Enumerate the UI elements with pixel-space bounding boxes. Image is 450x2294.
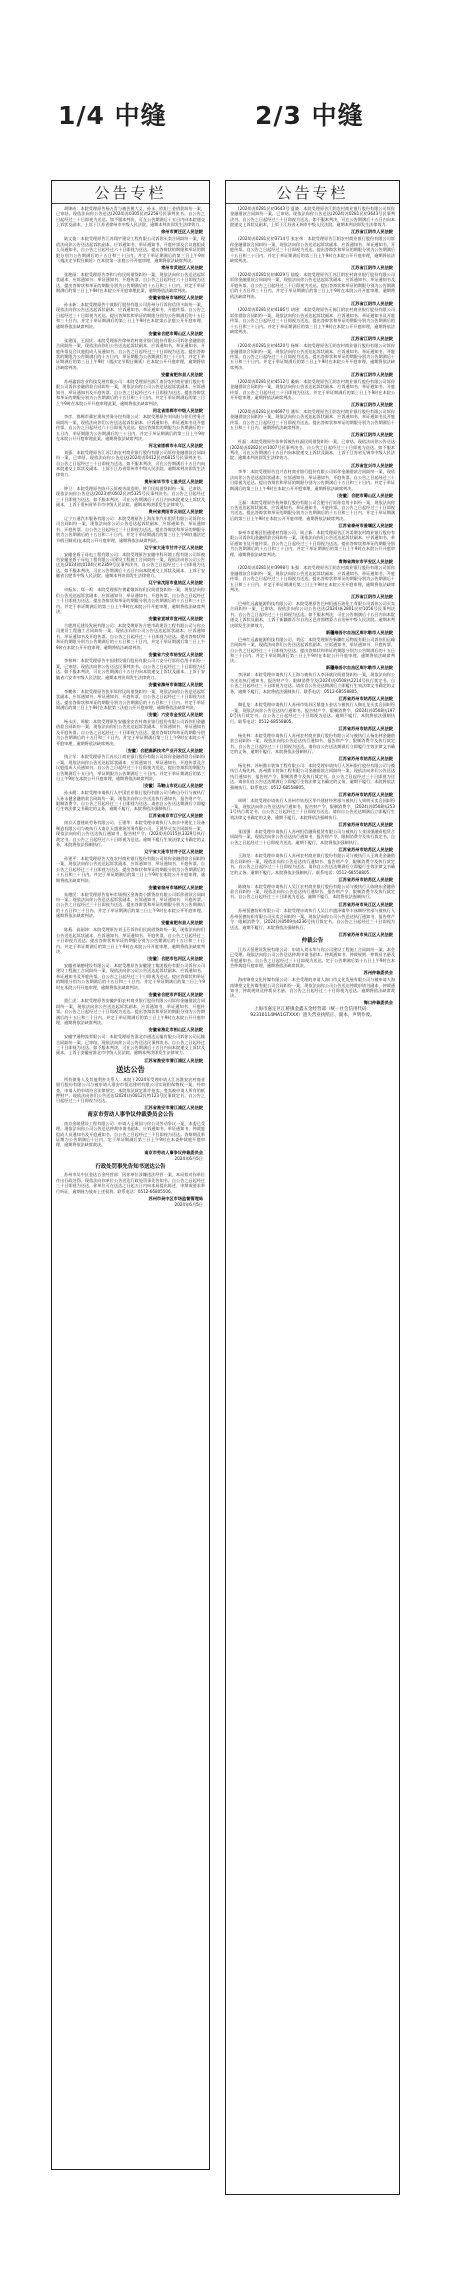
court-signature: 河北省邯郸市中级人民法院: [152, 407, 203, 413]
notice-text: 陈晓东：本院受理申请执行人吴江农村商业银行股份有限公司与被执行人陈晓东金融借款合同纠纷一案，现依法向你公告送达执行通知书、报告财产令、限制消费令及执行裁定书。自公告之日起经过三十日即视为送达。逾期不履行，本院将依法强制执行。: [230, 883, 395, 900]
notice-text: 杨先林：本院受理申请执行人苏州农村商业银行股份有限公司与被执行人杨先林金融借款合同纠纷一案，现依法向你公告送达执行通知书、报告财产令、限制消费令及执行裁定书。自公告之日起经过三十日即视为送达。请你自公告送达期满后立即履行生效法律文书确定的义务，逾期不履行，本院将依法强制执行。: [230, 732, 395, 754]
notice-subheading: 南京市劳动人事争议仲裁委员会公告: [87, 1112, 174, 1119]
notice-text: 陆文俊：本院受理原告江苏翔宇建设工程有限公司诉你买卖合同纠纷一案，现依法向你公告送达起诉状副本、应诉通知书、举证通知书、开庭传票及合议庭组成人员通知书。自公告之日起经过六十日即视为送达。提出答辩状的期限和举证的期限分别为公告期满后的十五日和三十日内。并定于举证期满后的第三日上午9时（遇法定节假日顺延）在本院第一法庭公开开庭审理，逾期将依法缺席判决。: [56, 236, 205, 263]
notice-text: 所有债务人及其他利害关系人：本院于2024年受理申请人江苏淮安农村商业银行股份有限公司与被申请人淮安市恒达建材有限公司实现担保物权一案，经审查，申请人的申请符合法律规定，本院依法裁定准许拍卖、变卖被申请人所有的抵押财产。现依法向你们公告送达(2024)苏0812民特123号民事裁定书。自公告之日起经过三十日即视为送达。: [56, 1076, 205, 1104]
court-signature: 辽宁省大连市甘井子区人民法院: [144, 544, 203, 550]
notice-date: 2024年6月5日: [174, 1156, 203, 1162]
court-signature: 江苏省南京市江宁区人民法院: [148, 813, 203, 819]
court-signature: 江苏省苏州市吴江区人民法院: [338, 901, 393, 907]
court-signature: 安徽省合肥市蜀山区人民法院: [148, 330, 203, 336]
notice-text: (2024)苏0281民初3998号 朱强：本院受理原告江阴农村商业银行股份有限公司诉你金融借款合同纠纷一案，现依法向你公告送达起诉状副本、应诉通知书、举证通知书、开庭传票。自公告之日起经过三十日即视为送达。提出答辩状和举证的期限分别为公告期满后十五日和三十日内。并定于举证期满后第三日上午9时在本院公开开庭审理，逾期将依法缺席判决。: [230, 565, 395, 593]
notice-text: 海南锦豪文化传媒有限公司：本会受理的申请人海口市文化发展有限公司与被申请人海南锦豪文化传媒有限公司合同纠纷一案，现依法向你公司公告送达仲裁申请书副本、仲裁通知书、仲裁规则及仲裁员名册。自公告之日起经过三十日即视为送达。逾期将依法缺席裁决。: [230, 977, 395, 999]
notice-text: 安徽省瑞德建设有限公司：本院受理原告安徽建工集团股份有限公司诉你公司建设工程施工合同纠纷一案，现依法向你公司公告送达起诉状副本、应诉通知书、举证通知书及开庭传票。自公告之日起经过三十日即视为送达。提出答辩状和举证的期限分别为公告期满后的十五日和三十日内。并定于举证期满后的第三日上午9时在本院公开开庭审理，逾期将依法缺席判决。: [56, 962, 205, 990]
notice-text: 胡锦成：本院受理原告杨万青与被告黄大义、孙永、欧阳三金借款纠纷一案，已审结。现依法向你公告送达(2024)苏0305民初2258号民事判决书。自公告之日起经过三十日即视为送达。如不服本判决，可在公告期满后十五日内向本院递交上诉状及副本，上诉于江苏省徐州市中级人民法院。逾期本判决即发生法律效力。: [56, 206, 205, 228]
notice-text: 卓振东、郑一鸣：本院受理原告黄素娥诉你们民间借贷纠纷一案，现依法向你们公告送达起诉状副本、应诉通知书、举证通知书、开庭传票。自公告之日起经过三十日即视为送达。提出答辩状和举证的期限分别为公告期满后的十五日和三十日内。并定于举证期满后的第三日上午9时在本院公开开庭审理，逾期将依法缺席判决。: [56, 587, 205, 614]
court-signature: 新疆维吾尔自治区库尔勒市人民法院: [325, 629, 393, 635]
left-column-heading: 1/4 中缝: [58, 101, 167, 130]
court-signature: 南京市劳动人事争议仲裁委员会: [144, 1149, 203, 1155]
court-signature: 〔安徽〕马鞍山市花山区人民法院: [140, 783, 203, 789]
notice-text: 张建国、王国庆：本院受理原告徐州农村商业银行股份有限公司诉你金融借款合同纠纷一案，现依法向你们公告送达起诉状副本、应诉通知书、举证通知书、开庭传票及合议庭组成人员通知书。自公告之日起经过三十日即视为送达。提出答辩状的期限为公告期满后的十五日内，举证期限为公告期满后的三十日内，并定于举证期满后的第三日上午9时（遇法定节假日顺延）在本院公开开庭审理，逾期将依法缺席判决。: [56, 337, 205, 370]
court-signature: 安徽省淮北市相山区人民法院: [148, 1027, 203, 1033]
notice-text: 苏州鑫润农业科技发展有限公司：本院受理原告浙江南浔农村商业银行股份有限公司诉你金融借款合同纠纷一案，现依法向你公司公告送达起诉状副本、应诉通知书、举证通知书及开庭传票。自公告之日起经过六十日即视为送达。提出答辩状和举证的期限分别为公告期满后的十五日和三十日内。并定于举证期满后的第三日上午9时在本院公开开庭审理此案，逾期将依法缺席判决。: [56, 378, 205, 406]
notice-text: (2024)苏0281民初4512号 戴新：本院受理原告江阴农村商业银行股份有限公司诉你金融借款合同纠纷一案，现依法向你公告送达起诉状副本、应诉通知书、举证通知书、开庭传票。自公告之日起经过三十日即视为送达。并定于举证期满后的第三日上午9时在本院公开开庭审理，逾期将依法缺席判决。: [230, 378, 395, 401]
notice-text: 周明：本院受理申请执行人苏州市姑苏区华兴建材经营部与被执行人周明买卖合同纠纷一案，现依法向你公告送达执行通知书、报告财产令、限制消费令、(2024)苏0508执2531号执行裁定书。自公告之日起经过三十日即视为送达。请你自公告送达期满后立即履行生效法律文书确定的义务，逾期不履行，本院将依法强制执行。: [230, 798, 395, 820]
court-signature: 安徽省合肥市庐阳区人民法院: [148, 991, 203, 997]
notice-text: 苏州市吴中区金达五金经营部：因你单位涉嫌违法经营一案，本局拟对你单位作出行政处罚。现依法向你单位公告送达行政处罚事先告知书。自公告之日起经过三十日即视为送达。你单位可在送达之日起五日内向本局提出陈述、申辩或要求举行听证，逾期视为放弃上述权利。联系电话：0512-66805506。: [56, 1172, 205, 1194]
notice-text: 刘强：本院受理原告江苏江南农村商业银行股份有限公司诉你金融借款合同纠纷一案，已审结。现依法向你公告送达(2024)苏0412民初6815号民事判决书。自公告之日起经过三十日即视为送达。如不服本判决，可在公告期满后十五日内向本院递交上诉状及副本，上诉于江苏省常州市中级人民法院。逾期本判决即发生法律效力。: [56, 450, 205, 477]
notice-text: 陶礼龙：本院受理申请执行人苏州市姑苏区鼎盛五金店与被执行人陶礼龙买卖合同纠纷一案，现依法向你公告送达执行通知书、报告财产令、限制消费令、(2024)苏0508执1970号执行裁定书。自公告之日起经过三十日即视为送达。逾期不履行，本院将依法强制执行。联系电话：0512-68558805。: [230, 702, 395, 724]
notice-text: 张国强：本院受理申请执行人苏州恒信融资租赁有限公司与被执行人张国强融资租赁合同纠纷一案，现依法向你公告送达执行通知书、报告财产令、限制消费令及执行裁定书。自公告之日起经过三十日即视为送达。逾期不履行，本院将依法强制执行。: [230, 828, 395, 845]
notice-text: 李华：本院受理原告宜兴农村商业银行股份有限公司诉你金融借款合同纠纷一案，现依法向你公告送达起诉状副本、应诉通知书、举证通知书、开庭传票。自公告之日起经过三十日即视为送达。提出答辩状和举证的期限分别为公告期满后十五日和三十日内。并定于举证期满后的第三日上午9时在本院公开开庭审理，逾期将依法缺席判决。: [230, 469, 395, 491]
notice-text: (2024)苏0281民初4186号 胡建：本院受理原告无锡江阴农村商业银行股份有限公司诉你借款合同纠纷一案，现依法向你公告送达起诉状副本、应诉通知书、举证通知书及开庭传票。自公告之日起经过三十日即视为送达。提出答辩状和举证的期限分别为公告期满后的十五日和三十日内。并定于举证期满后的第三日上午9时在本院公开开庭审理，逾期将依法缺席判决。: [230, 307, 395, 335]
court-signature: 安徽省宣城市宣州区人民法院: [148, 616, 203, 621]
notice-text: 钟卫：本院受理原告陈开云诉被告高浩明、钟卫民间借贷纠纷一案，已审结。现依法向你公告送达(2023)黔0502民初5325号民事判决书。自公告之日起经过三十日即视为送达。如不服本判决，可在公告期满后十五日内向本院递交上诉状及副本，上诉于贵州省毕节市中级人民法院。逾期本判决即发生法律效力。: [56, 485, 205, 508]
notice-text: 杨永庆、周敏：本院受理原告安徽金安农村商业银行股份有限公司诉你们金融借款合同纠纷一案，现依法向你们公告送达起诉状副本、应诉通知书、举证通知书及开庭传票。自公告之日起经过三十日即视为送达。提出答辩状和举证的期限分别为公告期满后的十五日和三十日内。并定于举证期满后第三日上午9时在本院公开开庭审理，逾期将依法缺席判决。: [56, 718, 205, 746]
notice-text: 陈燕、高丽坤：本院受理原告刘玉芬诉你们民间借贷纠纷一案，现依法向你们公告送达起诉状副本、应诉通知书、举证通知书、开庭传票。自公告之日起经过三十日即视为送达。提出答辩状和举证的期限分别为公告期满后的十五日和三十日内。并定于举证期满后的第三日上午9时在本院公开开庭审理，逾期将依法缺席判决。: [56, 927, 205, 954]
notice-text: 南京金陵建设工程有限公司：申请人王建国与你公司劳动争议一案，本委已受理。现依法向你公司公告送达仲裁申请书副本、应诉通知书、举证通知书、仲裁庭组成人员通知书及开庭通知书。自公告之日起经过三十日即视为送达。答辩期及举证期为公告期满后十日内，定于举证期满后第三日上午9时在本委仲裁庭开庭审理，逾期将依法缺席裁决。: [56, 1120, 205, 1148]
court-signature: 安徽省肥东县人民法院: [161, 371, 203, 377]
left-notice-column: [51, 180, 210, 2170]
court-signature: 苏州市吴中区市场监督管理局: [148, 1195, 203, 1201]
notice-text: 苏州恒德纺织有限公司：本院受理申请执行人吴江市盛泽镇华丰丝绸经营部与被执行人苏州恒德纺织有限公司买卖合同纠纷一案，现依法向你公司公告送达执行通知书、报告财产令、限制消费令、(2024)苏0509执4236号执行裁定书。自公告之日起经过三十日即视为送达。逾期不履行，本院将依法强制执行。: [230, 908, 395, 930]
notice-text: 王磊：本院受理原告杭州银行股份有限公司合肥分行诉你信用卡纠纷一案，现依法向你公告送达起诉状副本、应诉通知书、举证通知书、开庭传票。自公告之日起经过三十日即视为送达。提出答辩状和举证的期限分别为公告期满后的十五日和三十日内。并定于举证期满后的第三日上午9时在本院公开开庭审理，逾期将依法缺席判决。: [230, 499, 395, 521]
notice-text: 钱立军：本院受理原告江苏长江商业银行股份有限公司诉你金融借款合同纠纷一案，现依法向你公告送达起诉状副本、应诉通知书、举证通知书、开庭传票及合议庭组成人员通知书。自公告之日起经过三十日即视为送达。提出答辩状的期限为公告期满后十五日内，举证期限为公告期满后三十日内。并定于举证期满后的第三日上午9时在本院公开开庭审理，逾期将依法缺席判决。: [56, 754, 205, 782]
court-signature: 辽宁省大连市甘井子区人民法院: [144, 849, 203, 855]
notice-text: (2024)苏0281民初4029号 陆俊：本院受理原告江苏江阴农村商业银行股份有限公司诉你金融借款合同纠纷一案，现依法向你公告送达起诉状副本、应诉通知书、举证通知书及开庭传票。自公告之日起经过三十日即视为送达。提出答辩状和举证的期限分别为公告期满后的十五日和三十日内。并定于举证期满后的第三日上午9时在本院公开开庭审理，逾期将依法缺席判决。: [230, 271, 395, 299]
notice-text: 孙永健：本院受理申请执行人中国农业银行股份有限公司马鞍山分行与被执行人孙永健金融借款合同纠纷一案，现依法向你公告送达执行通知书、报告财产令、限制消费令。自公告之日起经过三十日即视为送达。请你自公告送达期满后立即履行生效法律文书确定的义务，逾期不履行，本院将依法强制执行。: [56, 790, 205, 812]
court-signature: 安徽省滁州市南谯区人民法院: [148, 681, 203, 687]
court-signature: 江苏省苏州市姑苏区人民法院: [338, 725, 393, 731]
court-signature: 〔安徽〕合肥市包河区人民法院: [144, 956, 203, 962]
court-signature: 江苏省苏州市姑苏区人民法院: [338, 821, 393, 827]
notice-subheading: 行政处罚事先告知书送达公告: [95, 1163, 166, 1170]
notice-text: 贾仁虎：本院受理原告安徽庐阳农村商业银行股份有限公司诉你金融借款合同纠纷一案，现依法向你公告送达起诉状副本、应诉通知书、举证通知书、开庭传票。自公告之日起经过三十日即视为送达。提出答辩状和举证的期限分别为公告期满后的十五日和三十日内。并定于举证期满后的第三日上午9时在本院公开开庭审理，逾期将依法缺席判决。: [56, 998, 205, 1026]
notice-text: 王海龙：本院受理申请执行人苏州农村商业银行股份有限公司与被执行人王海龙金融借款合同纠纷一案，现依法向你公告送达执行通知书、报告财产令、限制消费令及执行裁定书。自公告之日起经过三十日即视为送达。请你自公告送达期满后立即履行生效法律文书确定的义务，逾期不履行，本院将依法强制执行。联系电话：0512-68558805。: [230, 853, 395, 875]
court-signature: 贵州省贵阳市云岩区人民法院: [148, 509, 203, 515]
notice-text: 朱德民：本院受理原告宿州市埇桥区金海湾小额贷款有限公司诉你借款合同纠纷一案，现依法向你公告送达起诉状副本、应诉通知书、举证通知书、开庭传票。自公告之日起经过三十日即视为送达。提出答辩状和举证的期限分别为公告期满后的十五日和三十日内。并定于举证期满后的第三日上午9时在本院公开开庭审理，逾期将依法缺席判决。: [56, 891, 205, 919]
court-signature: 江苏省泰州市姜堰区人民法院: [338, 522, 393, 528]
notice-center-text: 上海市嘉定区江桥镇金鑫五金经营部（统一社会信用代码：92310114MA1GTXXX）遗失营业执照正、副本，声明作废。: [250, 1007, 375, 1019]
notice-text: 张艳丽：本院受理原告李和与你民间借贷纠纷一案，现依法向你公告送达起诉状副本、应诉通知书、举证通知书、开庭传票。自公告之日起经过六十日即视为送达。提出答辩状和举证的期限分别为公告期满后的十五日和三十日内。并定于举证期满后的第三日上午9时在本院公开开庭审理此案，逾期将依法缺席判决。: [56, 271, 205, 294]
notice-text: 杨先林、苏州鼎丰装饰工程有限公司：本院受理申请执行人苏州银行股份有限公司与被执行人杨先林、苏州鼎丰装饰工程有限公司金融借款合同纠纷一案，现依法向你们公告送达执行通知书、报告财产令、限制消费令及执行裁定书。自公告之日起经过三十日即视为送达。请你们自公告送达期满后立即履行生效法律文书确定的义务，逾期不履行，本院将依法强制执行。联系电话：0512-68558805。: [230, 762, 395, 790]
court-signature: 江苏省江阴市人民法院: [351, 265, 393, 271]
notice-text: 安徽宇通物流有限公司：本院受理原告淮北市通达运输有限公司诉你公司运输合同纠纷一案，已审结。现依法向你公司公告送达民事判决书。自公告之日起经过三十日即视为送达。如不服本判决，可在公告期满后十五日内向本院递交上诉状及副本，上诉于安徽省淮北市中级人民法院。逾期本判决即发生法律效力。: [56, 1034, 205, 1056]
court-signature: 安徽省宿州市埇桥区人民法院: [148, 295, 203, 301]
court-signature: 苏州仲裁委员会: [363, 970, 393, 976]
notice-text: 孙建平：本院受理原告大连农村商业银行股份有限公司诉你金融借款合同纠纷一案，现依法向你公告送达起诉状副本、应诉通知书、举证通知书、开庭传票。自公告之日起经过三十日即视为送达。提出答辩状和举证的期限分别为公告期满后的十五日和三十日内。并定于举证期满后的第三日上午9时在本院公开开庭审理，逾期将依法缺席判决。: [56, 855, 205, 883]
court-signature: 江苏省苏州市姑苏区人民法院: [338, 791, 393, 797]
notice-subheading: 仲裁公告: [301, 938, 324, 945]
court-signature: 江苏省苏州市姑苏区人民法院: [338, 756, 393, 762]
court-signature: 江苏省淮安市清江浦区人民法院: [144, 1057, 203, 1063]
right-notice-column: [225, 180, 400, 2195]
notice-text: 合肥鸿运建设发展有限公司：本院受理原告合肥市政建设工程有限公司与你公司建设工程施工合同纠纷一案，现依法向你公司公告送达起诉状副本、应诉通知书、举证通知书及开庭传票。自公告之日起经过三十日即视为送达。提出答辩状和举证的期限分别为公告期满后的十五日和三十日内，并定于举证期满后第三日上午9时在本院公开开庭审理，逾期将依法缺席判决。: [56, 622, 205, 650]
notice-text: 江苏天恒建设发展有限公司：申请人刘永华与你公司建设工程施工合同纠纷一案，本会已受理。现依法向你公司公告送达仲裁申请书副本、仲裁通知书、仲裁规则、仲裁员名册及开庭通知书。自公告之日起经过三十日即视为送达。定于公告期满后第十五日上午9时在本会仲裁庭开庭审理，逾期将依法缺席裁决。: [230, 946, 395, 969]
right-column-heading: 2/3 中缝: [255, 101, 364, 130]
notice-text: 李彦、邯郸市冀宏建筑劳务分包有限公司：本院受理原告刘凤阳与你们劳务合同纠纷一案，现依法向你们公告送达起诉状副本、应诉通知书、举证通知书及开庭传票。自公告之日起经过六十日即视为送达。提出答辩状的期限为公告期满后的十五日内，举证期限为公告期满后的三十日内。并定于举证期满后的第三日上午9时在本院公开开庭审理此案，逾期将依法缺席判决。: [56, 414, 205, 442]
notice-text: 辽宁万通汽车服务有限公司：本院受理原告上海东华汽车租赁有限公司诉你公司合同纠纷一案，现依法向你公司公告送达起诉状副本、应诉通知书、举证通知书、开庭传票。自公告之日起经过三十日即视为送达。提出答辩状和举证的期限分别为公告期满后的十五日和二十日内。并定于举证期满后的第三日上午9时(遇法定节假日顺延)在本院公开开庭审理，逾期将依法缺席判决。: [56, 515, 205, 543]
right-column-body: [226, 204, 399, 1020]
notice-text: 泰州市姜堰区恒通建材有限公司、周立新：本院受理原告江苏姜堰农村商业银行股份有限公司诉你们金融借款合同纠纷一案，现依法向你们公告送达起诉状副本、应诉通知书、举证通知书及开庭传票。自公告之日起经过三十日即视为送达。提出答辩状和举证的期限分别为公告期满后的十五日和三十日内。并定于举证期满后的第三日上午9时在本院公开开庭审理，逾期将依法缺席判决。: [230, 529, 395, 557]
notice-text: 李春林：本院受理原告中国建设银行股份有限公司六安分行诉你信用卡纠纷一案，已审结。现依法向你公告送达民事判决书。自公告之日起经过三十日即视为送达。如不服本判决，可在公告期满后十五日内向本院递交上诉状及副本，上诉于安徽省六安市中级人民法院。逾期本判决即发生法律效力。: [56, 658, 205, 680]
court-signature: 安徽省六安市裕安区人民法院: [148, 651, 203, 657]
notice-text: 孙永新：本院受理原告宁波银行股份有限公司苏州分行诉你信用卡纠纷一案，现依法向你公告送达起诉状副本、应诉通知书、举证通知书、开庭传票。自公告之日起经过三十日即视为送达。提出答辩状和举证的期限分别为公告期满后的十五日和三十日内。并定于举证期满后的第三日上午9时在本院第五法庭公开开庭审理，逾期将依法缺席判决。: [56, 302, 205, 329]
left-column-title: 公告专栏: [52, 181, 209, 204]
court-signature: 江苏省江阴市人民法院: [351, 300, 393, 306]
court-signature: 江苏省苏州市姑苏区人民法院: [338, 695, 393, 701]
notice-text: 巴州红远鑫能源科技有限公司：本院受理原告巴州恒通石油化工有限公司诉你公司买卖合同纠纷一案，已审结。现依法向你公司公告送达(2024)新2801民初1056号民事判决书。自公告之日起经过三十日即视为送达。如不服本判决，可在公告期满后十五日内向本院递交上诉状及副本，上诉于新疆维吾尔自治区巴音郭楞蒙古自治州中级人民法院。逾期本判决即发生法律效力。: [230, 600, 395, 628]
court-signature: 江苏省江阴市人民法院: [351, 432, 393, 438]
right-column-title: 公告专栏: [226, 181, 399, 204]
court-signature: 贵州省毕节市七星关区人民法院: [144, 478, 203, 484]
court-signature: 〔安徽〕六安市金安区人民法院: [144, 712, 203, 718]
court-signature: 河北省邯郸市永年区人民法院: [148, 443, 203, 449]
court-signature: 江苏省江阴市人民法院: [351, 336, 393, 342]
court-signature: 青海省海东市平安区人民法院: [338, 558, 393, 564]
court-signature: 江苏省江阴市人民法院: [351, 402, 393, 408]
court-signature: 安徽省肥东县人民法院: [161, 920, 203, 926]
notice-text: 南京天盛建筑劳务有限公司、王建华：本院受理申请执行人南京中建化工设备制造有限公司与被执行人南京天盛建筑劳务有限公司、王建华买卖合同纠纷一案，现依法向你们公告送达执行通知书、报告财产令、(2024)苏0115执3329号执行裁定书。自公告之日起经过六十日即视为送达。逾期不履行生效法律文书确定的义务，本院将依法强制执行。: [56, 820, 205, 848]
notice-heading: 送达公告: [116, 1065, 145, 1075]
court-signature: 江苏省苏州市吴江区人民法院: [338, 931, 393, 937]
left-column-body: [52, 204, 209, 1208]
notice-text: (2024)苏0281民初4697号 潘军：本院受理原告江阴农村商业银行股份有限公司诉你金融借款合同纠纷一案，现依法向你公告送达起诉状副本、应诉通知书、举证通知书及开庭传票。自公告之日起经过三十日即视为送达。提出答辩状和举证的期限分别为公告期满后十五日和三十日内。逾期将依法缺席判决。: [230, 408, 395, 431]
court-signature: 海口仲裁委员会: [363, 1000, 393, 1006]
court-signature: 〔安徽〕合肥高新技术产业开发区人民法院: [123, 747, 203, 753]
court-signature: 安徽省宿州市埇桥区人民法院: [148, 884, 203, 890]
court-signature: 江苏省苏州市姑苏区人民法院: [338, 846, 393, 852]
notice-text: 李鹏伟：本院受理原告张军诉你民间借贷纠纷一案，现依法向你公告送达起诉状副本、应诉通知书、举证通知书、开庭传票。自公告之日起经过三十日即视为送达。提出答辩状和举证的期限分别为公告期满后的十五日和三十日内。并定于举证期满后的第三日上午9时在本院第三法庭公开开庭审理，逾期将依法缺席判决。: [56, 688, 205, 710]
court-signature: 徐州市贾汪区人民法院: [161, 229, 203, 235]
court-signature: 常州市武进区人民法院: [161, 265, 203, 271]
court-signature: 江苏省宜兴市人民法院: [351, 462, 393, 468]
notice-text: 李泽斌：本院受理申请执行人王海与被执行人李泽斌民间借贷纠纷一案，现依法向你公告送达执行通知书、报告财产令、限制消费令及(2024)苏0508执2214号执行裁定书。自公告之日起经过三十日即视为送达。请你自公告送达期满后立即履行生效法律文书确定的义务，逾期不履行，本院将依法强制执行。联系电话：0512-68558805。: [230, 672, 395, 694]
court-signature: 辽宁省沈阳市皇姑区人民法院: [148, 580, 203, 586]
court-signature: 〔安徽〕合肥市蜀山区人民法院: [334, 492, 393, 498]
notice-text: (2024)苏0281民初4420号 杨辉：本院受理原告江阴农村商业银行股份有限公司诉你金融借款合同纠纷一案，现依法向你公告送达起诉状副本、应诉通知书、举证通知书、开庭传票。自公告之日起经过三十日即视为送达。提出答辩状和举证的期限分别为公告期满后十五日和三十日内。并定于举证期满后的第三日上午9时在本院公开开庭审理，逾期将依法缺席判决。: [230, 343, 395, 370]
notice-text: 安徽金盾子母电工程有限公司：本院受理原告安徽中科环境工程有限公司诉被告安徽金盾子母电工程有限公司建设工程施工合同纠纷一案，现依法向你公司公告送达(2024)皖0104民初2359号民事判决书。自公告之日起经过三十日即视为送达。如不服本判决，可在公告期满后十五日内向本院递交上诉状及副本，上诉于安徽省合肥市中级人民法院。逾期本判决即发生法律效力。: [56, 551, 205, 579]
notice-text: (2024)苏0281民初3643号 夏晓：本院受理原告江阴农村商业银行股份有限公司诉你金融借款合同纠纷一案，已审结。现依法向你公告送达(2024)苏0281民初3643号民事判决书。自公告之日起经过三十日即视为送达。如不服本判决，可在公告期满后十五日内向本院递交上诉状及副本，上诉于江苏省无锡市中级人民法院。逾期本判决即发生法律效力。: [230, 206, 395, 228]
notice-date: 2024年6月5日: [174, 1202, 203, 1208]
court-signature: 江苏省苏州市姑苏区人民法院: [338, 876, 393, 882]
court-signature: 江苏省江阴市人民法院: [351, 229, 393, 235]
court-signature: 江苏省江阴市人民法院: [351, 594, 393, 600]
court-signature: 新疆维吾尔自治区库尔勒市人民法院: [325, 665, 393, 671]
notice-text: (2024)苏0281民初3714号 张宏伟：本院受理原告江阴农村商业银行股份有限公司诉你金融借款合同纠纷一案，现依法向你公告送达起诉状副本、应诉通知书、举证通知书、开庭传票。自公告之日起经过三十日即视为送达。提出答辩状和举证的期限分别为公告期满后十五日和三十日内。并定于举证期满后的第三日上午9时在本院公开开庭审理，逾期将依法缺席判决。: [230, 236, 395, 263]
notice-text: 巴州红远鑫能源科技有限公司、刘远：本院受理原告新疆红远物流有限公司诉你们运输合同纠纷一案，现依法向你们公告送达起诉状副本、应诉通知书、举证通知书、开庭传票。自公告之日起经过三十日即视为送达。提出答辩状和举证的期限分别为公告期满后的十五日和三十日内。并定于举证期满后第三日上午9时在本院公开开庭审理，逾期将依法缺席判决。: [230, 636, 395, 664]
notice-text: 杜磊：本院受理原告张伟诉被告杜磊民间借贷纠纷一案，已审结。现依法向你公告送达(2024)苏0282民初1007号民事判决书。自公告之日起经过三十日即视为送达。如不服本判决，可在公告期满后十五日内向本院递交上诉状及副本，上诉于江苏省无锡市中级人民法院。逾期本判决即发生法律效力。: [230, 439, 395, 461]
court-signature: 江苏省江阴市人民法院: [351, 371, 393, 377]
court-signature: 江苏省淮安市清江浦区人民法院: [144, 1105, 203, 1111]
